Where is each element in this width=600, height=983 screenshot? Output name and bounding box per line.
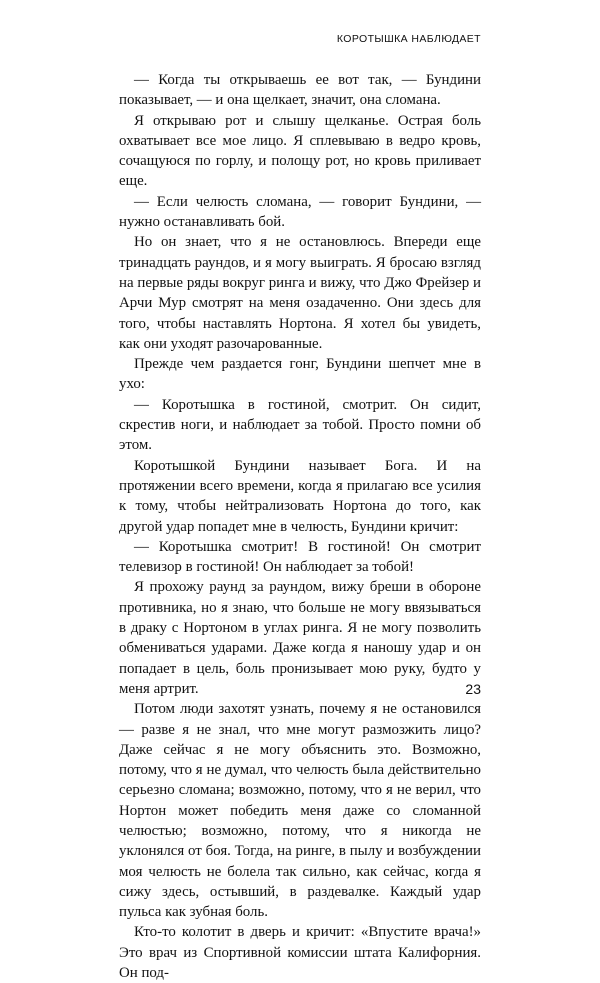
paragraph: Но он знает, что я не остановлюсь. Впереди еще тринадцать раундов, и я могу выиграть. Я бросаю взгляд на первые ряды вокруг ринга и вижу, что Джо Фрейзер и Арчи Мур смотрят на меня озадаченно. Они здесь для того, чтобы наставлять Нортона. Я хотел бы увидеть, как они уходят разочарованные. [119,234,481,352]
paragraph: — Коротышка смотрит! В гостиной! Он смотрит телевизор в гостиной! Он наблюдает за тобой! [119,538,481,576]
paragraph: Прежде чем раздается гонг, Бундини шепчет мне в ухо: [119,356,481,393]
paragraph: Коротышкой Бундини называет Бога. И на протяжении всего времени, когда я прилагаю все усилия к тому, чтобы нейтрализовать Нортона до того, как другой удар попадет мне в челюсть, Бундини кричит: [119,457,481,535]
paragraph: Потом люди захотят узнать, почему я не остановился — разве я не знал, что мне могут размозжить лицо? Даже сейчас я не могу объяснить это. Возможно, потому, что я не думал, что челюсть была действительно серьезно сломана; возможно, потому, что я не верил, что Нортон может победить меня даже со сломанной челюстью; возможно, потому, что я никогда не уклонялся от боя. Тогда, на ринге, в пылу и возбуждении моя челюсть не болела так сильно, как сейчас, когда я сижу здесь, остывший, в раздевалке. Каждый удар пульса как зубная боль. [119,701,481,921]
running-head: КОРОТЫШКА НАБЛЮДАЕТ [336,33,481,45]
paragraph: — Когда ты открываешь ее вот так, — Бундини показывает, — и она щелкает, значит, она сломана. [119,72,481,109]
body-text [119,70,481,983]
paragraph: — Коротышка в гостиной, смотрит. Он сидит, скрестив ноги, и наблюдает за тобой. Просто помни об этом. [119,396,481,454]
paragraph: — Если челюсть сломана, — говорит Бундини, — нужно останавливать бой. [119,193,481,231]
paragraph: Кто-то колотит в дверь и кричит: «Впустите врача!» Это врач из Спортивной комиссии штата Калифорния. Он под- [119,924,481,982]
paragraph: Я прохожу раунд за раундом, вижу бреши в обороне противника, но я знаю, что больше не могу ввязываться в драку с Нортоном в углах ринга. Я не могу позволить обмениваться ударами. Даже когда я наношу удар и он попадает в цель, боль пронизывает мою руку, будто у меня артрит. [119,579,481,697]
page-number: 23 [465,681,481,697]
paragraph: Я открываю рот и слышу щелканье. Острая боль охватывает все мое лицо. Я сплевываю в ведро кровь, сочащуюся по горлу, и полощу рот, но кровь приливает еще. [119,112,481,190]
